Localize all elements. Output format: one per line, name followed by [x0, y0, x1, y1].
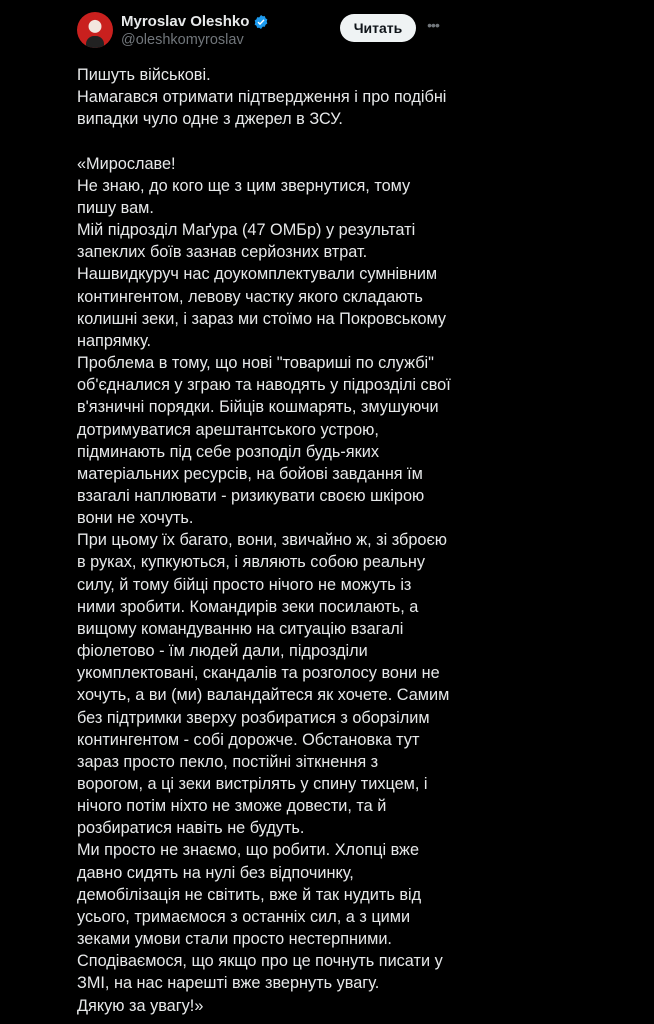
post-text-line: контингентом - собі дорожче. Обстановка тут — [77, 730, 420, 749]
post-text-line: «Мирославе! — [77, 154, 176, 173]
post-text-line: демобілізація не світить, вже й так нудить від — [77, 885, 422, 904]
post-text-line: Дякую за увагу!» — [77, 996, 204, 1015]
post-text-line: Проблема в тому, що нові "товариші по службі" — [77, 354, 434, 373]
ellipsis-icon[interactable]: ••• — [427, 17, 439, 33]
post-text-line — [77, 130, 451, 152]
post-text-line: укомплектовані, скандалів та розголосу вони не — [77, 664, 440, 683]
post-text-line: вони не хочуть. — [77, 509, 194, 528]
author-handle[interactable]: @oleshkomyroslav — [121, 32, 244, 48]
post-text-line: без підтримки зверху розбиратися з оборзілим — [77, 708, 430, 727]
author-name[interactable]: Myroslav Oleshko — [121, 13, 250, 30]
post-text-line: в руках, купкуються, і являють собою реальну — [77, 553, 426, 572]
post-text-line: Нашвидкуруч нас доукомплектували сумнівним — [77, 265, 438, 284]
read-button[interactable]: Читать — [340, 14, 416, 42]
post-text-line: підминають під себе розподіл будь-яких — [77, 442, 379, 461]
post-text-line: дотримуватися арештантського устрою, — [77, 420, 379, 439]
post-text-line: силу, й тому бійці просто нічого не можуть із — [77, 575, 412, 594]
post-text-line: в'язничні порядки. Бійців кошмарять, змушуючи — [77, 398, 439, 417]
post-text-line: пишу вам. — [77, 198, 154, 217]
post-text-line: Пишуть військові. — [77, 66, 211, 84]
post-text-line: випадки чуло одне з джерел в ЗСУ. — [77, 110, 343, 129]
post-text-line: ними зробити. Командирів зеки посилають, а — [77, 597, 419, 616]
author-name-row — [121, 13, 269, 30]
post-text-line: Намагався отримати підтвердження і про подібні — [77, 88, 447, 107]
post-text-line: зараз просто пекло, постійні зіткнення з — [77, 752, 379, 771]
post-text-line: фіолетово - їм людей дали, підрозділи — [77, 642, 368, 661]
post-text-line: зеками умови стали просто нестерпними. — [77, 930, 392, 949]
verified-badge-icon — [253, 14, 269, 30]
post-text-line: Ми просто не знаємо, що робити. Хлопці вже — [77, 841, 419, 860]
post-text-line: При цьому їх багато, вони, звичайно ж, зі зброєю — [77, 531, 447, 550]
post-text-line: ЗМІ, на нас нарешті вже звернуть увагу. — [77, 974, 380, 993]
post-text-line: Не знаю, до кого ще з цим звернутися, тому — [77, 176, 411, 195]
post-text-line: контингентом, левову частку якого складають — [77, 287, 423, 306]
avatar[interactable] — [77, 12, 113, 48]
post-text-line: Сподіваємося, що якщо про це почнуть писати у — [77, 952, 443, 971]
post-text-line: вищому командуванню на ситуацію взагалі — [77, 619, 404, 638]
post-text-line: об'єдналися у зграю та наводять у підрозділі свої — [77, 376, 451, 395]
post-text-line: напрямку. — [77, 331, 152, 350]
post-text-line: Мій підрозділ Маґура (47 ОМБр) у результаті — [77, 221, 416, 240]
post-text — [77, 64, 451, 1017]
post-text-line: розбиратися навіть не будуть. — [77, 819, 305, 838]
post-text-line: давно сидять на нулі без відпочинку, — [77, 863, 354, 882]
post-text-line: усього, тримаємося з останніх сил, а з цими — [77, 907, 411, 926]
post-text-line: запеклих боїв зазнав серйозних втрат. — [77, 243, 368, 262]
post-text-line: нічого потім ніхто не зможе довести, та й — [77, 797, 387, 816]
post-text-line: колишні зеки, і зараз ми стоїмо на Покровському — [77, 309, 447, 328]
post-text-line: ворогом, а ці зеки вистрілять у спину тихцем, і — [77, 775, 428, 793]
post-text-line: взагалі наплювати - ризикувати своєю шкірою — [77, 486, 425, 505]
post-text-line: матеріальних ресурсів, на бойові завдання їм — [77, 464, 423, 483]
post-text-line: хочуть, а ви (ми) валандайтеся як хочете. Самим — [77, 686, 450, 705]
